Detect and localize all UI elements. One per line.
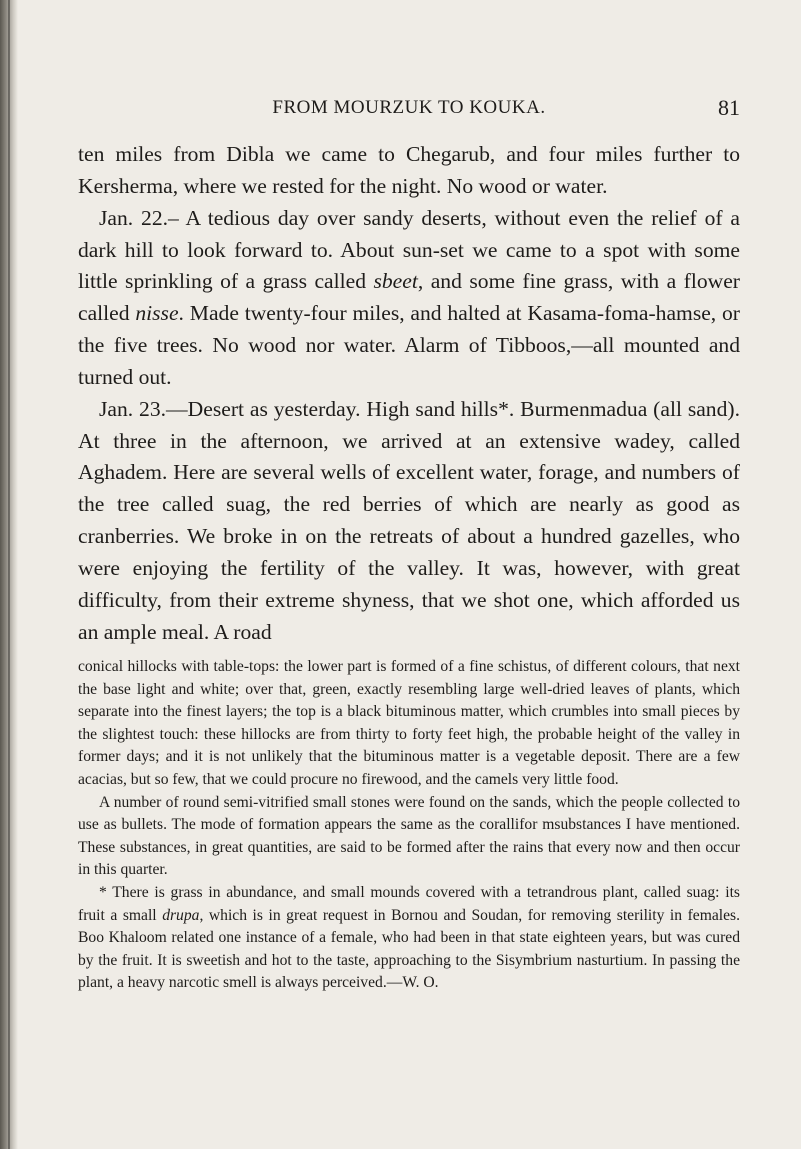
footnote-text: There is grass in abundance, and small mounds covered with a tetrandrous plant, called suag: its fruit a small (78, 883, 740, 924)
italic-term: drupa (162, 906, 200, 924)
paragraph-text: . Burmenmadua (all sand). At three in the afternoon, we arrived at an extensive wadey, called Aghadem. Here are several wells of excellent water, forage, and numbers of the tree called suag, the red berries of which are nearly as good as cranberries. We broke in on the retreats of about a hundred gazelles, who were enjoying the fertility of the valley. It was, however, with great difficulty, from their extreme shyness, that we shot one, which afforded us an ample meal. A road (78, 396, 740, 644)
running-head: FROM MOURZUK TO KOUKA. (272, 97, 546, 118)
footnote-text: conical hillocks with table-tops: the lower part is formed of a fine schistus, of different colours, that next the base light and white; over that, green, exactly resembling large well-dried leaves of plants, which separate into the finest layers; the top is a black bituminous matter, which crumbles into small pieces by the slightest touch: these hillocks are from thirty to forty feet high, the probable height of the valley in former days; and it is not unlikely that the bituminous matter is a vegetable deposit. There are a few acacias, but so few, that we could procure no firewood, and the camels very little food. (78, 658, 740, 788)
paragraph-text: Jan. 23.—Desert as yesterday. High sand hills (99, 396, 499, 421)
italic-term: sbeet (373, 269, 418, 294)
paragraph-jan-22 (78, 203, 740, 394)
page-header (78, 97, 740, 127)
paragraph-continuation (78, 139, 740, 203)
footnote-marker: * (99, 883, 107, 901)
paragraph-text: . Made twenty-four miles, and halted at Kasama-foma-hamse, or the five trees. No wood nor water. Alarm of Tibboos,—all mounted and turned out. (78, 301, 740, 389)
main-text (78, 139, 740, 649)
paragraph-text: , and some fine grass, with a flower called (78, 269, 740, 326)
footnote-text: , which is in great request in Bornou and Soudan, for removing sterility in females. Boo Khaloom related one instance of a female, who had been in that state eighteen years, but was cured by the fruit. It is sweetish and hot to the taste, approaching to the Sisymbrium nasturtium. In passing the plant, a heavy narcotic smell is always perceived.—W. O. (78, 906, 740, 992)
footnote-paragraph (78, 792, 740, 882)
binding-edge (8, 0, 10, 1149)
footnote-marker: * (498, 396, 509, 421)
footnote-asterisk (78, 882, 740, 995)
footnote-continuation (78, 656, 740, 792)
paragraph-text: ten miles from Dibla we came to Chegarub, and four miles further to Kersherma, where we rested for the night. No wood or water. (78, 142, 740, 198)
footnote-text: A number of round semi-vitrified small stones were found on the sands, which the people collected to use as bullets. The mode of formation appears the same as the corallifor msubstances I have mentioned. These substances, in great quantities, are said to be formed after the rains that every now and then occur in this quarter. (78, 793, 740, 879)
paragraph-jan-23 (78, 394, 740, 649)
page-gutter-shadow (0, 0, 18, 1149)
paragraph-text: Jan. 22.– A tedious day over sandy deserts, without even the relief of a dark hill to look forward to. About sun-set we came to a spot with some little sprinkling of a grass called (78, 205, 740, 294)
italic-term: nisse (135, 301, 179, 326)
footnotes (78, 656, 740, 995)
page-number: 81 (718, 95, 740, 120)
